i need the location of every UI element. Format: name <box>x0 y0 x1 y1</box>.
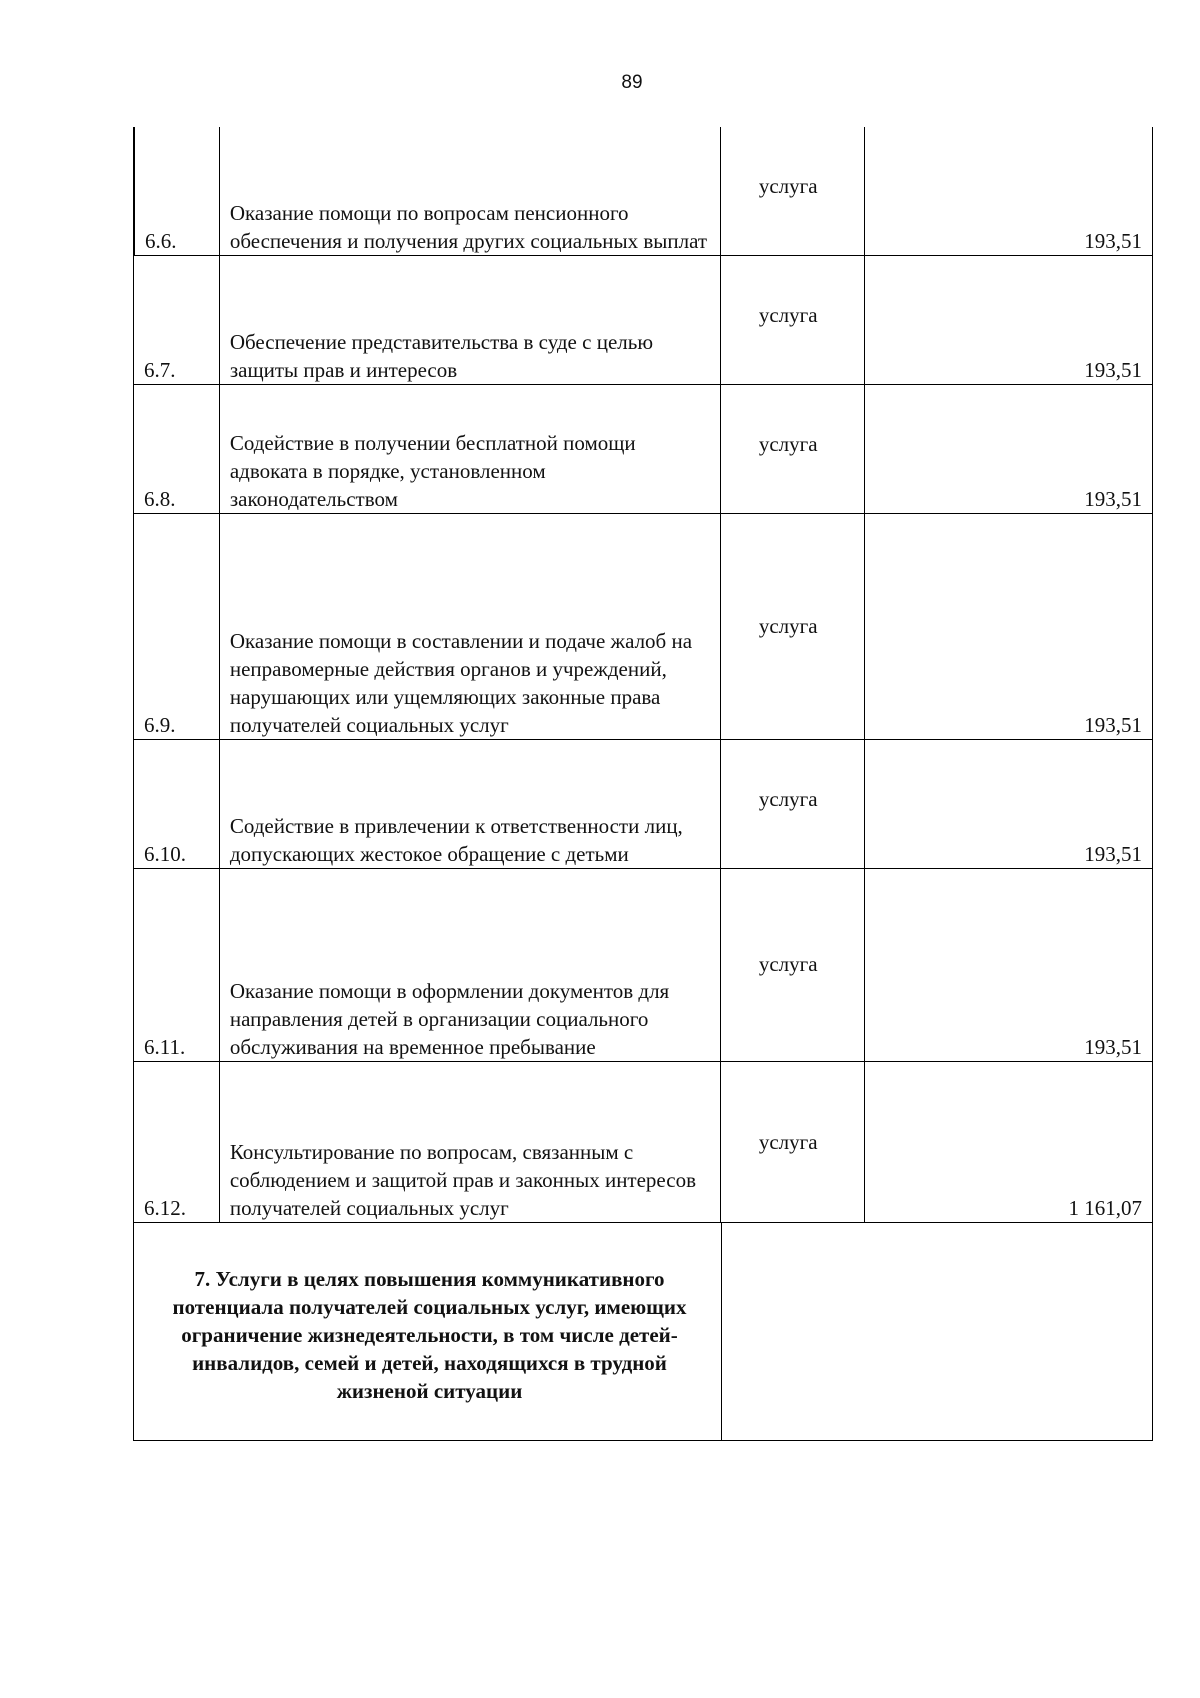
service-name: Оказание помощи в оформлении документов для направления детей в организации социального обслуживания на временное пребывание <box>229 979 670 1059</box>
table-row <box>133 385 1153 514</box>
row-number: 6.8. <box>144 487 176 511</box>
price: 193,51 <box>1084 487 1142 511</box>
unit-cell <box>721 869 865 1061</box>
price: 193,51 <box>1084 358 1142 382</box>
section-title-cell <box>134 1223 722 1440</box>
row-number: 6.10. <box>144 842 186 866</box>
row-number-cell <box>134 256 220 384</box>
row-number-cell <box>134 740 220 868</box>
row-number-cell <box>134 514 220 739</box>
price-cell <box>865 740 1152 868</box>
price: 193,51 <box>1084 842 1142 866</box>
service-name: Содействие в привлечении к ответственности лиц, допускающих жестокое обращение с детьми <box>229 814 683 866</box>
row-number: 6.6. <box>145 229 177 253</box>
price-cell <box>865 514 1152 739</box>
row-number-cell <box>134 385 220 513</box>
service-name: Содействие в получении бесплатной помощи адвоката в порядке, установленном законодательством <box>229 431 636 511</box>
service-name-cell <box>220 256 721 384</box>
price: 193,51 <box>1084 229 1142 253</box>
unit: услуга <box>758 952 818 976</box>
services-table <box>133 127 1153 1441</box>
section-header-row <box>133 1223 1153 1441</box>
service-name-cell <box>220 869 721 1061</box>
page-number: 89 <box>621 72 643 93</box>
section-empty-cell <box>722 1223 1152 1440</box>
service-name-cell <box>220 1062 721 1222</box>
unit-cell <box>721 385 865 513</box>
table-row <box>133 127 1153 256</box>
unit: услуга <box>758 787 818 811</box>
price: 193,51 <box>1084 713 1142 737</box>
unit-cell <box>721 514 865 739</box>
unit: услуга <box>758 303 818 327</box>
service-name-cell <box>220 385 721 513</box>
price: 193,51 <box>1084 1035 1142 1059</box>
service-name: Консультирование по вопросам, связанным с соблюдением и защитой прав и законных интересов получателей социальных услуг <box>229 1140 697 1220</box>
table-row <box>133 869 1153 1062</box>
table-row <box>133 514 1153 740</box>
row-number: 6.7. <box>144 358 176 382</box>
service-name-cell <box>220 127 721 255</box>
unit: услуга <box>758 432 818 456</box>
unit-cell <box>721 740 865 868</box>
unit-cell <box>721 127 865 255</box>
unit-cell <box>721 256 865 384</box>
price-cell <box>865 1062 1152 1222</box>
service-name-cell <box>220 740 721 868</box>
price-cell <box>865 127 1152 255</box>
unit: услуга <box>758 614 818 638</box>
unit-cell <box>721 1062 865 1222</box>
service-name: Обеспечение представительства в суде с целью защиты прав и интересов <box>229 330 654 382</box>
row-number: 6.12. <box>144 1196 186 1220</box>
row-number-cell <box>134 127 220 255</box>
unit: услуга <box>758 1130 818 1154</box>
section-title: 7. Услуги в целях повышения коммуникативного потенциала получателей социальных услуг, имеющих ограничение жизнедеятельности, в том числе детей-инвалидов, семей и детей, находящихся в трудной жизненой ситуации <box>172 1267 687 1403</box>
service-name: Оказание помощи по вопросам пенсионного обеспечения и получения других социальных выплат <box>229 201 708 253</box>
row-number-cell <box>134 869 220 1061</box>
service-name: Оказание помощи в составлении и подаче жалоб на неправомерные действия органов и учреждений, нарушающих или ущемляющих законные права получателей социальных услуг <box>229 629 693 737</box>
row-number-cell <box>134 1062 220 1222</box>
table-row <box>133 740 1153 869</box>
row-number: 6.9. <box>144 713 176 737</box>
table-row <box>133 1062 1153 1223</box>
price-cell <box>865 869 1152 1061</box>
service-name-cell <box>220 514 721 739</box>
price-cell <box>865 385 1152 513</box>
price-cell <box>865 256 1152 384</box>
row-number: 6.11. <box>144 1035 186 1059</box>
price: 1 161,07 <box>1068 1196 1142 1220</box>
table-row <box>133 256 1153 385</box>
unit: услуга <box>758 174 818 198</box>
